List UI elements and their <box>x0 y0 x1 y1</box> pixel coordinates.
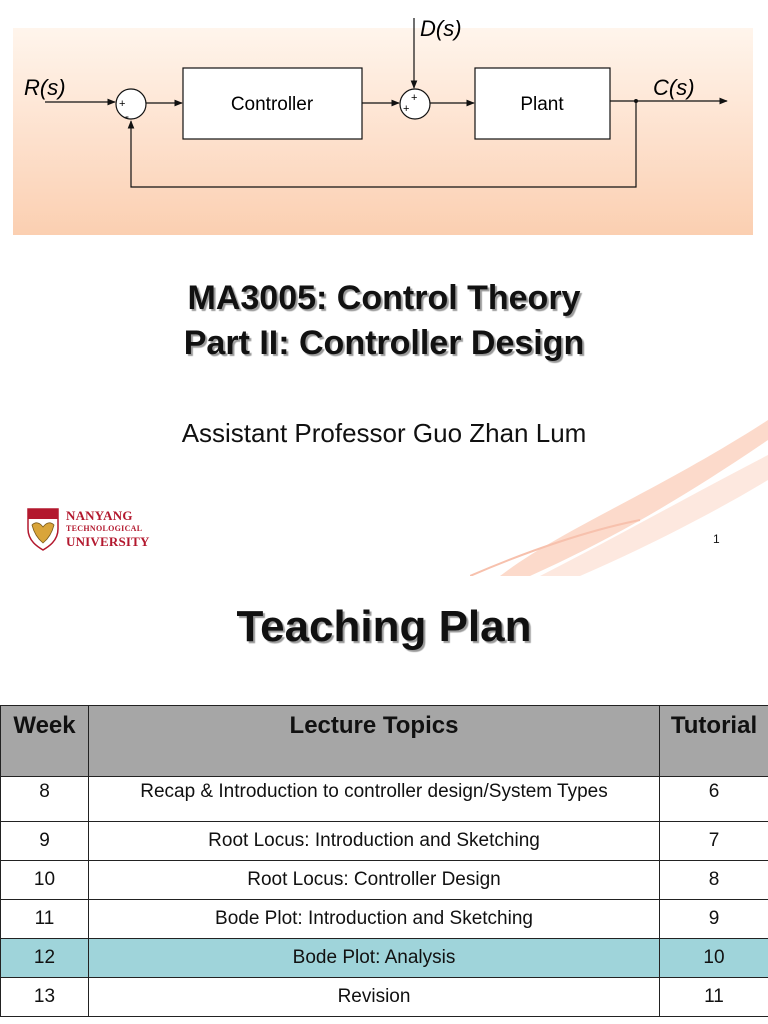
topic-cell: Root Locus: Introduction and Sketching <box>89 822 660 861</box>
slide-number: 1 <box>713 532 720 546</box>
sum1-plus-sign: + <box>119 98 126 110</box>
header-tutorial: Tutorial <box>660 706 768 777</box>
sum2-plus-left-sign: + <box>403 103 410 115</box>
sum2-plus-top-sign: + <box>411 92 418 104</box>
logo-line-2: TECHNOLOGICAL <box>66 524 143 533</box>
week-cell: 10 <box>1 861 89 900</box>
teaching-plan-slide <box>0 576 768 1024</box>
author-name: Assistant Professor Guo Zhan Lum <box>181 418 587 448</box>
tutorial-cell: 10 <box>660 939 768 978</box>
topic-cell: Recap & Introduction to controller design/System Types <box>89 777 660 822</box>
table-row <box>1 900 768 939</box>
teaching-plan-title: Teaching Plan <box>236 602 532 651</box>
week-cell: 8 <box>1 777 89 822</box>
block-diagram <box>0 0 768 240</box>
input-label: R(s) <box>24 75 66 100</box>
course-subtitle: Part II: Controller Design <box>183 324 585 362</box>
week-cell: 9 <box>1 822 89 861</box>
tutorial-cell: 7 <box>660 822 768 861</box>
logo-line-3: UNIVERSITY <box>66 534 150 549</box>
table-row-highlighted <box>1 939 768 978</box>
decorative-swoosh <box>470 420 768 576</box>
controller-label: Controller <box>230 94 314 115</box>
disturbance-label: D(s) <box>420 16 462 41</box>
tutorial-cell: 8 <box>660 861 768 900</box>
header-week: Week <box>1 706 89 777</box>
topic-cell: Root Locus: Controller Design <box>89 861 660 900</box>
week-cell: 13 <box>1 978 89 1017</box>
table-row <box>1 978 768 1017</box>
crest-icon <box>26 507 60 551</box>
table-row <box>1 822 768 861</box>
topic-cell: Revision <box>89 978 660 1017</box>
week-cell: 12 <box>1 939 89 978</box>
week-cell: 11 <box>1 900 89 939</box>
table-row <box>1 777 768 822</box>
university-logo <box>26 507 156 553</box>
tutorial-cell: 9 <box>660 900 768 939</box>
table-header-row <box>1 706 768 777</box>
course-title: MA3005: Control Theory <box>187 279 581 317</box>
output-label: C(s) <box>653 75 695 100</box>
plant-label: Plant <box>520 94 564 115</box>
tutorial-cell: 6 <box>660 777 768 822</box>
teaching-plan-table <box>0 705 768 1017</box>
topic-cell: Bode Plot: Analysis <box>89 939 660 978</box>
table-row <box>1 861 768 900</box>
tutorial-cell: 11 <box>660 978 768 1017</box>
topic-cell: Bode Plot: Introduction and Sketching <box>89 900 660 939</box>
header-lecture-topics: Lecture Topics <box>89 706 660 777</box>
sum1-minus-sign: - <box>125 109 129 123</box>
logo-line-1: NANYANG <box>66 508 133 523</box>
